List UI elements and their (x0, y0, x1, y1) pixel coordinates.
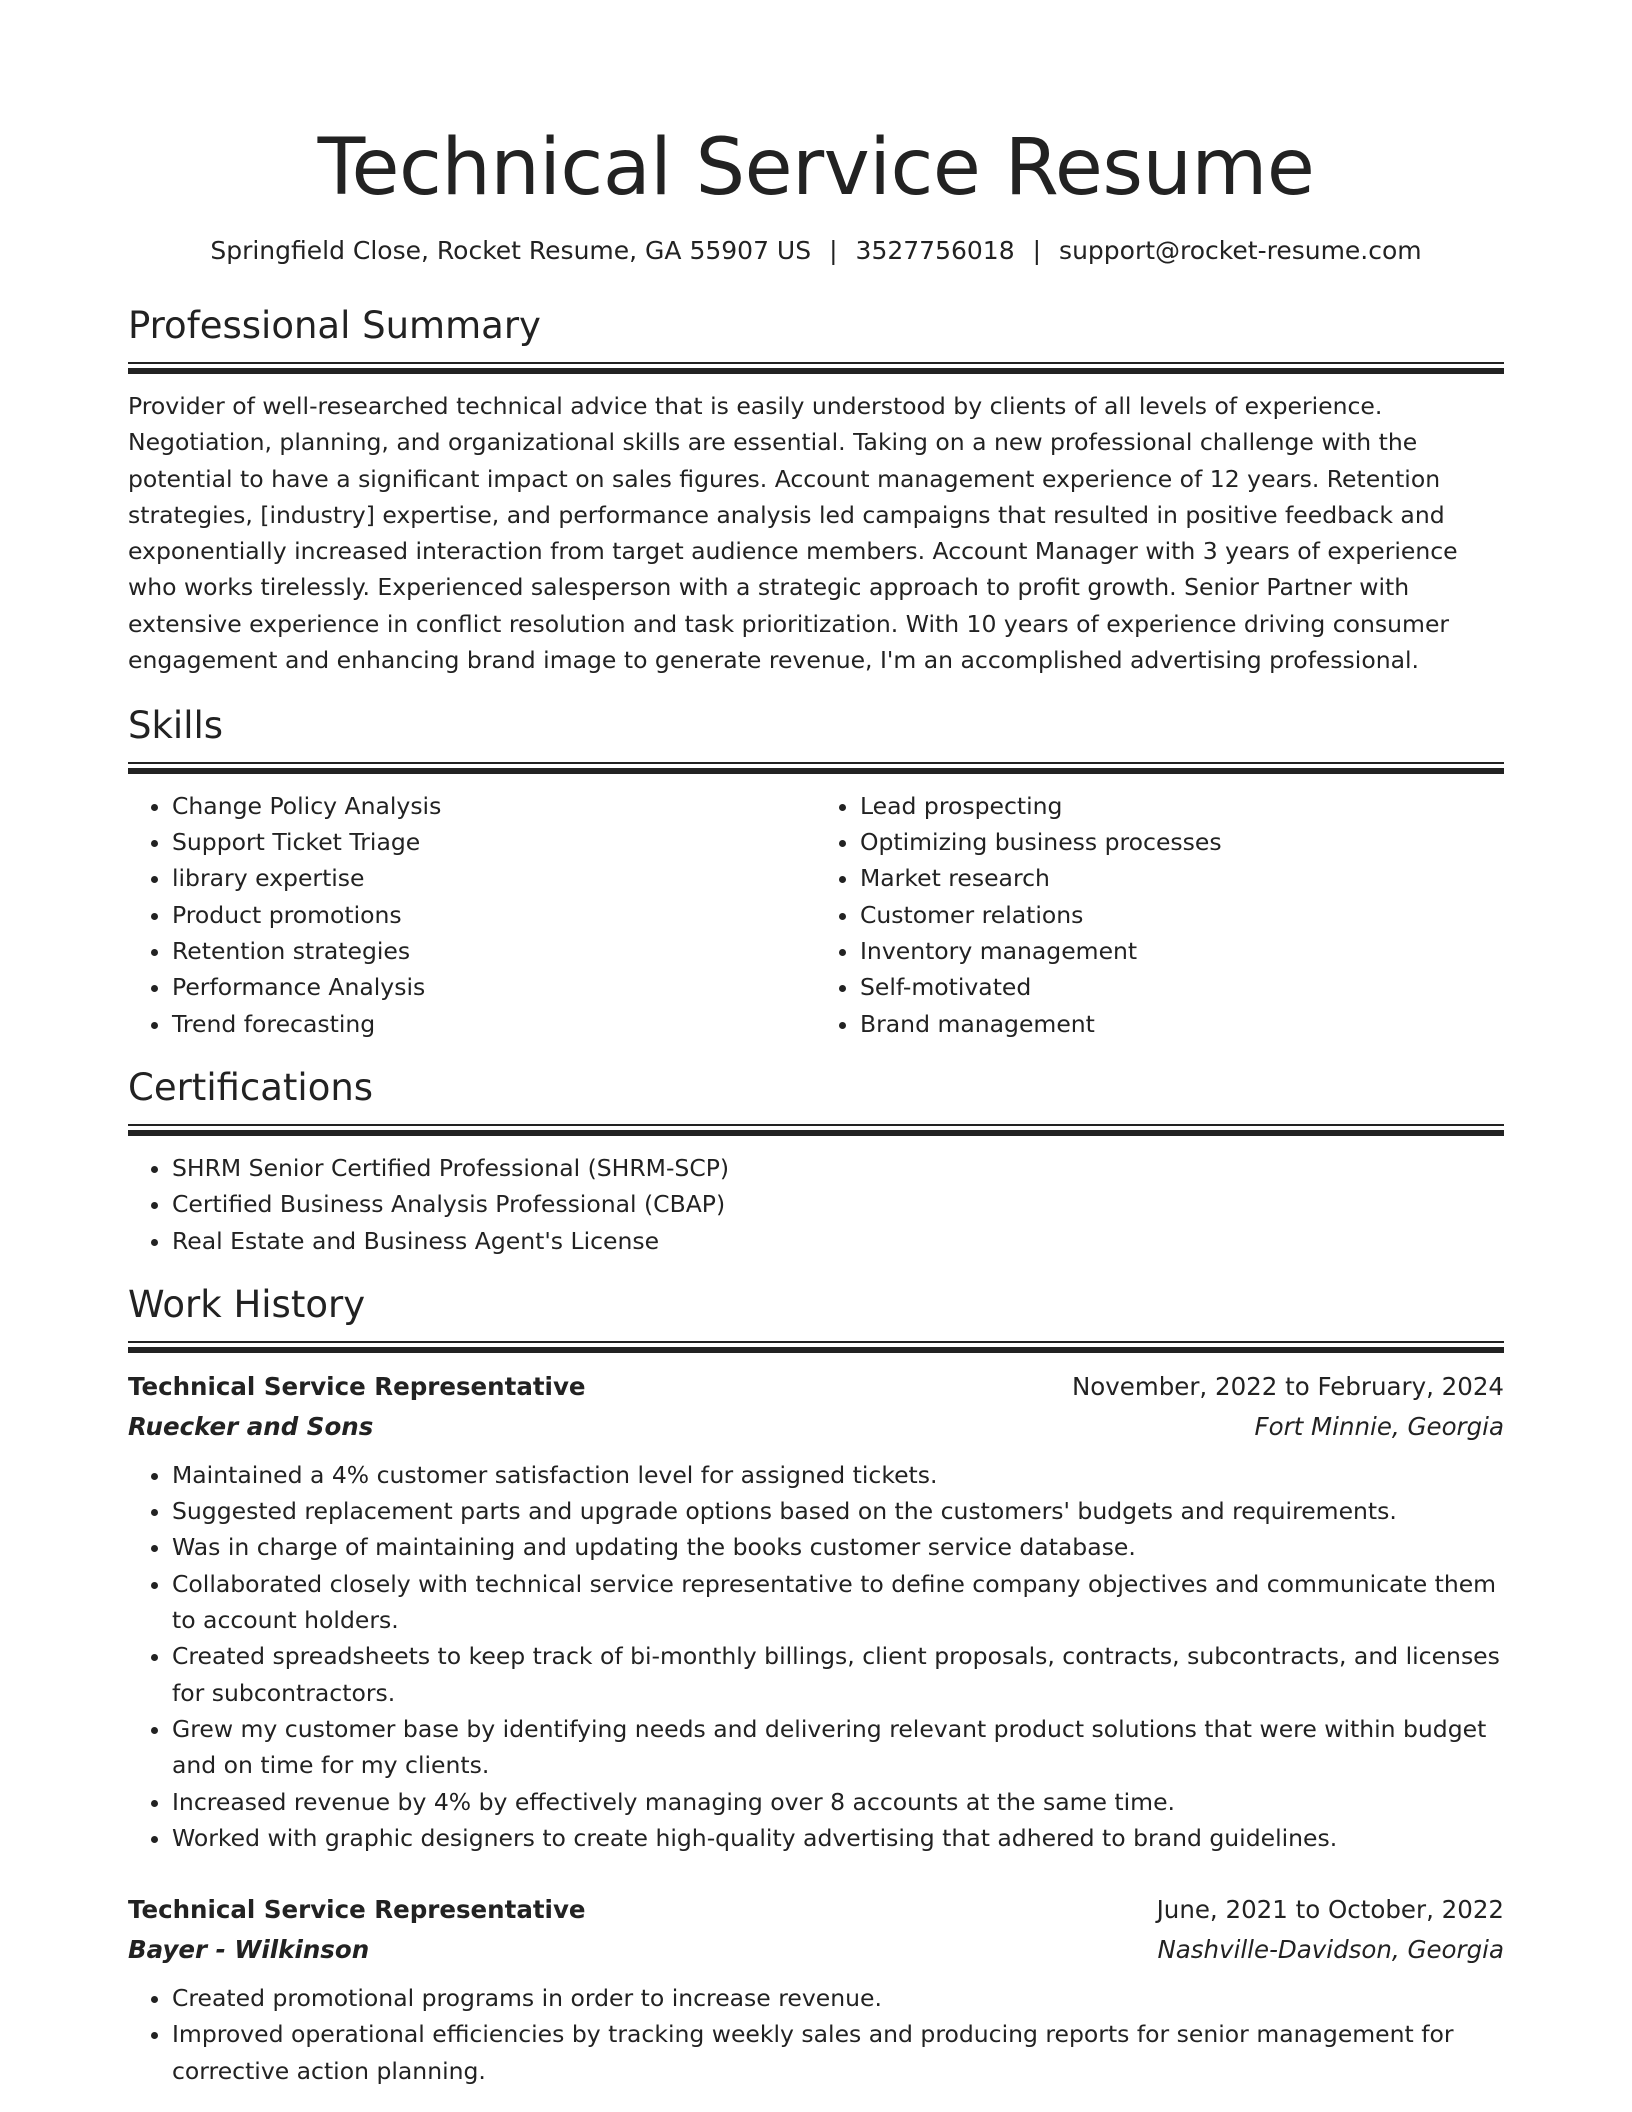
summary-text: Provider of well-researched technical advice that is easily understood by clients of all levels of experience. Negotiation, planning, and organizational skills are essential. Taking on a new professional challenge with the potential to have a significant impact on sales figures. Account management experience of 12 years. Retention strategies, [industry] expertise, and performance analysis led campaigns that resulted in positive feedback and exponentially increased interaction from target audience members. Account Manager with 3 years of experience who works tirelessly. Experienced salesperson with a strategic approach to profit growth. Senior Partner with extensive experience in conflict resolution and task prioritization. With 10 years of experience driving consumer engagement and enhancing brand image to generate revenue, I'm an accomplished advertising professional. (128, 392, 1458, 675)
job-header-row (128, 1890, 1504, 1930)
job-header-row (128, 1367, 1504, 1407)
job-bullet: • Improved operational efficiencies by tracking weekly sales and producing reports for senior management for corrective action planning. (172, 2016, 1504, 2089)
job-bullet: • Suggested replacement parts and upgrade options based on the customers' budgets and requirements. (172, 1493, 1504, 1529)
section-heading-work-history: Work History (128, 1282, 366, 1326)
work-history-section (128, 1281, 1504, 2089)
job-location: Nashville-Davidson, Georgia (1157, 1935, 1504, 1965)
job-bullet: • Increased revenue by 4% by effectively managing over 8 accounts at the same time. (172, 1784, 1504, 1820)
job-bullet: • Was in charge of maintaining and updating the books customer service database. (172, 1529, 1504, 1565)
job-bullet: • Collaborated closely with technical service representative to define company objectives and communicate them to account holders. (172, 1566, 1504, 1639)
skill-item: • Retention strategies (172, 933, 816, 969)
job-entry (128, 1367, 1504, 1856)
contact-phone: 3527756018 (855, 236, 1015, 265)
job-bullets (128, 1457, 1504, 1856)
certification-item: • Certified Business Analysis Professional (CBAP) (172, 1186, 1504, 1222)
certifications-list (128, 1150, 1504, 1259)
skill-item: • library expertise (172, 860, 816, 896)
skill-item: • Product promotions (172, 897, 816, 933)
skill-item: • Market research (860, 860, 1504, 896)
skill-item: • Trend forecasting (172, 1006, 816, 1042)
skill-item: • Performance Analysis (172, 969, 816, 1005)
job-company: Ruecker and Sons (128, 1411, 374, 1441)
job-bullet: • Created promotional programs in order to increase revenue. (172, 1980, 1504, 2016)
section-heading-skills: Skills (128, 703, 224, 747)
section-divider (128, 1124, 1504, 1136)
resume-title: Technical Service Resume (317, 123, 1315, 213)
skill-item: • Optimizing business processes (860, 824, 1504, 860)
job-title: Technical Service Representative (128, 1895, 586, 1925)
skill-item: • Inventory management (860, 933, 1504, 969)
job-company-row (128, 1930, 1504, 1970)
section-heading-summary: Professional Summary (128, 304, 541, 347)
job-bullet: • Maintained a 4% customer satisfaction level for assigned tickets. (172, 1457, 1504, 1493)
skill-item: • Brand management (860, 1006, 1504, 1042)
summary-section (128, 302, 1504, 678)
skills-section (128, 702, 1504, 1042)
section-divider (128, 362, 1504, 374)
certification-item: • SHRM Senior Certified Professional (SHRM-SCP) (172, 1150, 1504, 1186)
job-bullet: • Worked with graphic designers to create high-quality advertising that adhered to brand guidelines. (172, 1820, 1504, 1856)
contact-email: support@rocket-resume.com (1059, 236, 1422, 265)
skills-grid (128, 774, 1504, 1042)
contact-address: Springfield Close, Rocket Resume, GA 55907 US (210, 236, 812, 265)
skills-list-left (128, 788, 816, 1042)
job-location: Fort Minnie, Georgia (1254, 1411, 1504, 1441)
job-bullet: • Grew my customer base by identifying needs and delivering relevant product solutions that were within budget and on time for my clients. (172, 1711, 1504, 1784)
section-heading-certifications: Certifications (128, 1065, 374, 1109)
job-dates: November, 2022 to February, 2024 (1071, 1371, 1504, 1401)
job-dates: June, 2021 to October, 2022 (1156, 1895, 1504, 1925)
job-bullets (128, 1980, 1504, 2089)
certification-item: • Real Estate and Business Agent's License (172, 1223, 1504, 1259)
skills-list-right (816, 788, 1504, 1042)
skill-item: • Customer relations (860, 897, 1504, 933)
job-bullet: • Created spreadsheets to keep track of bi-monthly billings, client proposals, contracts, subcontracts, and licenses for subcontractors. (172, 1638, 1504, 1711)
skill-item: • Self-motivated (860, 969, 1504, 1005)
skill-item: • Support Ticket Triage (172, 824, 816, 860)
resume-page (128, 0, 1504, 2089)
certifications-section (128, 1064, 1504, 1259)
section-divider (128, 1341, 1504, 1353)
contact-separator: | (1032, 236, 1042, 265)
job-company: Bayer - Wilkinson (128, 1935, 370, 1965)
section-divider (128, 762, 1504, 774)
contact-line (128, 234, 1504, 268)
contact-separator: | (829, 236, 838, 265)
skill-item: • Change Policy Analysis (172, 788, 816, 824)
job-title: Technical Service Representative (128, 1371, 586, 1401)
skill-item: • Lead prospecting (860, 788, 1504, 824)
job-entry (128, 1890, 1504, 2089)
job-company-row (128, 1407, 1504, 1447)
